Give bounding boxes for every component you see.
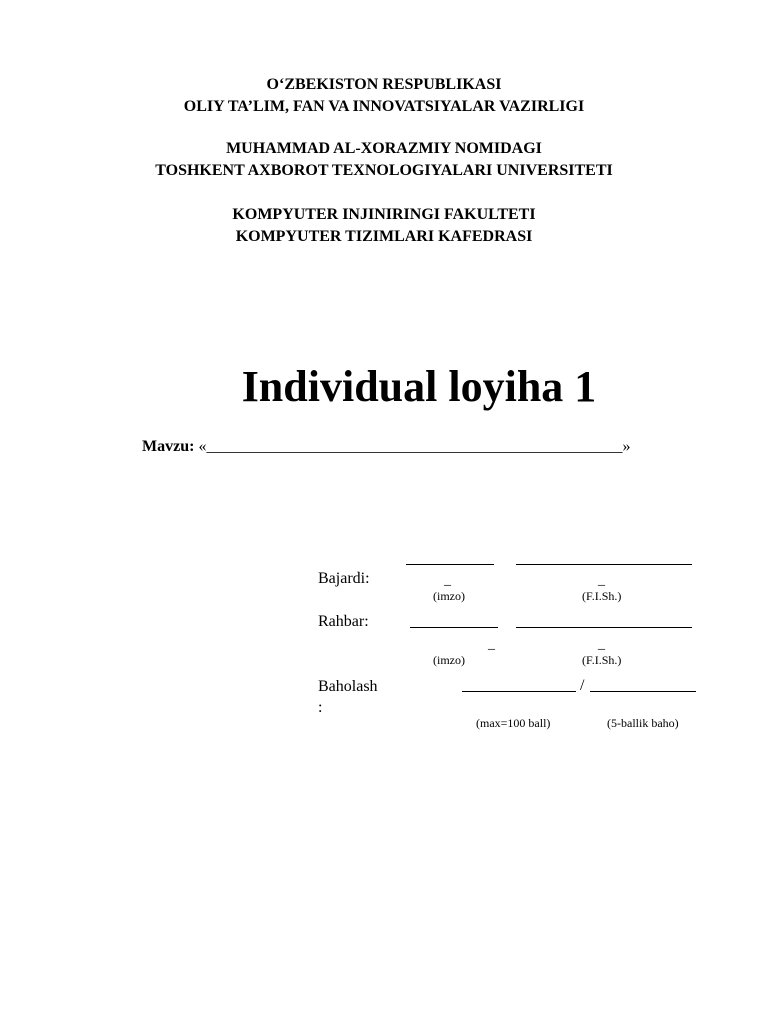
score-line — [462, 691, 576, 692]
score-caption: (max=100 ball) — [476, 716, 551, 730]
ministry-name: OLIY TA’LIM, FAN VA INNOVATSIYALAR VAZIRLIGI — [183, 98, 585, 115]
university-name-2: TOSHKENT AXBOROT TEXNOLOGIYALARI UNIVERSITETI — [155, 162, 613, 179]
performer-signature-caption: (imzo) — [433, 589, 465, 603]
performer-label: Bajardi: — [318, 570, 370, 587]
topic-row — [142, 438, 630, 456]
performer-signature-line — [406, 564, 494, 565]
performer-name-dash: _ — [598, 573, 605, 588]
supervisor-name-line — [516, 627, 692, 628]
topic-label: Mavzu: — [142, 438, 195, 455]
supervisor-label: Rahbar: — [318, 613, 369, 630]
supervisor-signature-caption: (imzo) — [433, 653, 465, 667]
faculty-name: KOMPYUTER INJINIRINGI FAKULTETI — [232, 206, 536, 223]
score-separator: / — [580, 677, 585, 694]
performer-signature-dash: _ — [444, 573, 451, 588]
supervisor-signature-line — [410, 627, 498, 628]
topic-value: «____________________________________________________» — [198, 438, 631, 455]
supervisor-name-dash: _ — [598, 637, 605, 652]
supervisor-signature-dash: _ — [488, 637, 495, 652]
performer-name-line — [516, 564, 692, 565]
grade-line — [590, 691, 696, 692]
grading-label-colon: : — [318, 699, 323, 716]
grade-caption: (5-ballik baho) — [607, 716, 679, 730]
university-name-1: MUHAMMAD AL-XORAZMIY NOMIDAGI — [226, 140, 542, 157]
department-name: KOMPYUTER TIZIMLARI KAFEDRASI — [235, 228, 533, 245]
performer-name-caption: (F.I.Sh.) — [582, 589, 622, 603]
supervisor-name-caption: (F.I.Sh.) — [582, 653, 622, 667]
page-title: Individual loyiha 1 — [241, 362, 597, 411]
grading-label: Baholash — [318, 678, 378, 695]
ministry-country: O‘ZBEKISTON RESPUBLIKASI — [266, 76, 502, 93]
